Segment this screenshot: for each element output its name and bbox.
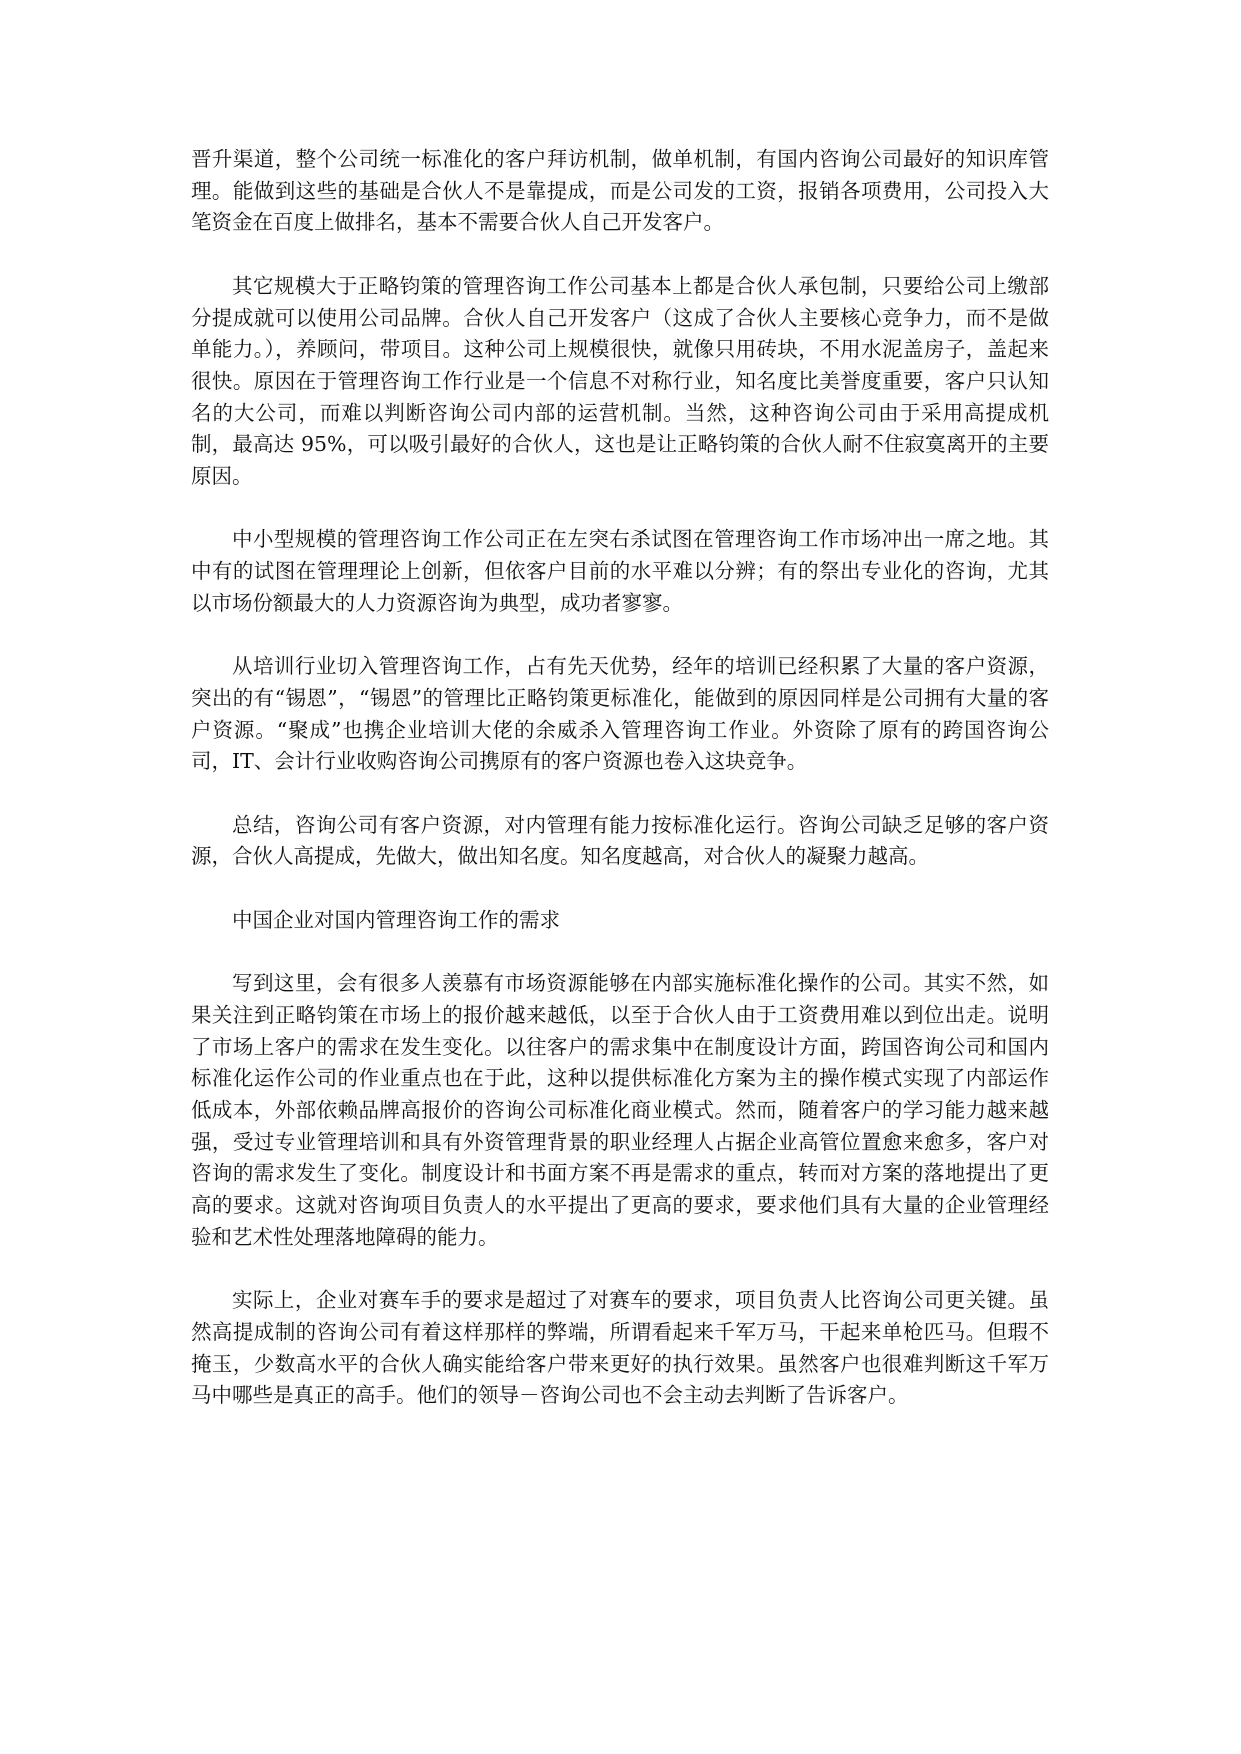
paragraph: 从培训行业切入管理咨询工作，占有先天优势，经年的培训已经积累了大量的客户资源，突出的有“锡恩”，“锡恩”的管理比正略钧策更标准化，能做到的原因同样是公司拥有大量的客户资源。“聚成”也携企业培训大佬的余威杀入管理咨询工作业。外资除了原有的跨国咨询公司，IT、会计行业收购咨询公司携原有的客户资源也卷入这块竞争。 — [191, 654, 1049, 774]
paragraph: 晋升渠道，整个公司统一标准化的客户拜访机制，做单机制，有国内咨询公司最好的知识库管理。能做到这些的基础是合伙人不是靠提成，而是公司发的工资，报销各项费用，公司投入大笔资金在百度上做排名，基本不需要合伙人自己开发客户。 — [191, 147, 1049, 235]
paragraph: 其它规模大于正略钧策的管理咨询工作公司基本上都是合伙人承包制，只要给公司上缴部分提成就可以使用公司品牌。合伙人自己开发客户（这成了合伙人主要核心竞争力，而不是做单能力。），养顾问，带项目。这种公司上规模很快，就像只用砖块，不用水泥盖房子，盖起来很快。原因在于管理咨询工作行业是一个信息不对称行业，知名度比美誉度重要，客户只认知名的大公司，而难以判断咨询公司内部的运营机制。当然，这种咨询公司由于采用高提成机制，最高达 95%，可以吸引最好的合伙人，这也是让正略钧策的合伙人耐不住寂寞离开的主要原因。 — [191, 273, 1049, 489]
document-body — [191, 144, 1049, 1444]
paragraph: 总结，咨询公司有客户资源，对内管理有能力按标准化运行。咨询公司缺乏足够的客户资源，合伙人高提成，先做大，做出知名度。知名度越高，对合伙人的凝聚力越高。 — [191, 812, 1049, 869]
paragraph: 写到这里，会有很多人羡慕有市场资源能够在内部实施标准化操作的公司。其实不然，如果关注到正略钧策在市场上的报价越来越低，以至于合伙人由于工资费用难以到位出走。说明了市场上客户的需求在发生变化。以往客户的需求集中在制度设计方面，跨国咨询公司和国内标准化运作公司的作业重点也在于此，这种以提供标准化方案为主的操作模式实现了内部运作低成本，外部依赖品牌高报价的咨询公司标准化商业模式。然而，随着客户的学习能力越来越强，受过专业管理培训和具有外资管理背景的职业经理人占据企业高管位置愈来愈多，客户对咨询的需求发生了变化。制度设计和书面方案不再是需求的重点，转而对方案的落地提出了更高的要求。这就对咨询项目负责人的水平提出了更高的要求，要求他们具有大量的企业管理经验和艺术性处理落地障碍的能力。 — [191, 971, 1049, 1249]
paragraph: 实际上，企业对赛车手的要求是超过了对赛车的要求，项目负责人比咨询公司更关键。虽然高提成制的咨询公司有着这样那样的弊端，所谓看起来千军万马，干起来单枪匹马。但瑕不掩玉，少数高水平的合伙人确实能给客户带来更好的执行效果。虽然客户也很难判断这千军万马中哪些是真正的高手。他们的领导－咨询公司也不会主动去判断了告诉客户。 — [191, 1288, 1049, 1408]
section-heading: 中国企业对国内管理咨询工作的需求 — [232, 907, 560, 932]
paragraph: 中小型规模的管理咨询工作公司正在左突右杀试图在管理咨询工作市场冲出一席之地。其中有的试图在管理理论上创新，但依客户目前的水平难以分辨；有的祭出专业化的咨询，尤其以市场份额最大的人力资源咨询为典型，成功者寥寥。 — [191, 527, 1049, 615]
